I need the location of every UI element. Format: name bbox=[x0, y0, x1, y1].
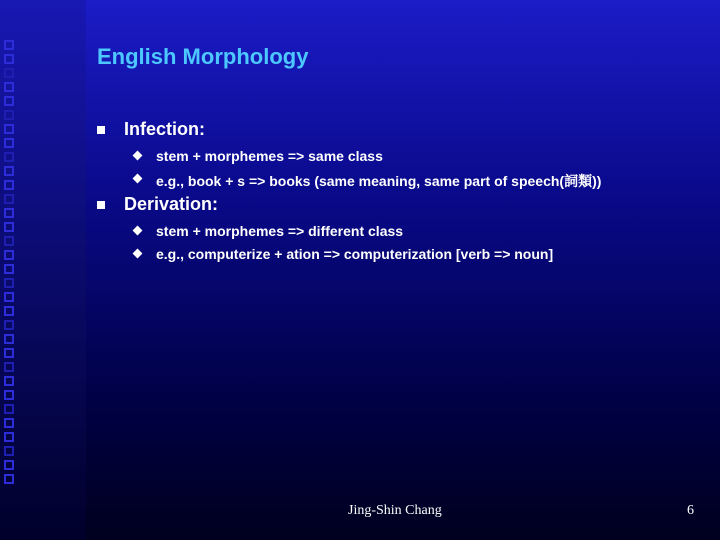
diamond-bullet-icon bbox=[133, 174, 143, 184]
decorative-square bbox=[4, 222, 14, 232]
decorative-square bbox=[4, 460, 14, 470]
decorative-square bbox=[4, 236, 14, 246]
decorative-square bbox=[4, 306, 14, 316]
decorative-square bbox=[4, 250, 14, 260]
slide-title: English Morphology bbox=[97, 44, 309, 69]
decorative-square bbox=[4, 124, 14, 134]
list-item-text: e.g., computerize + ation => computerization [verb => noun] bbox=[156, 246, 554, 262]
diamond-bullet-icon bbox=[133, 151, 143, 161]
decorative-square bbox=[4, 292, 14, 302]
decorative-square bbox=[4, 474, 14, 484]
page-number: 6 bbox=[687, 503, 694, 518]
decorative-square bbox=[4, 138, 14, 148]
footer-author: Jing-Shin Chang bbox=[348, 503, 442, 518]
left-decorative-band bbox=[0, 0, 86, 540]
decorative-square bbox=[4, 390, 14, 400]
list-item-text: stem + morphemes => different class bbox=[156, 223, 404, 239]
decorative-square bbox=[4, 96, 14, 106]
decorative-square bbox=[4, 40, 14, 50]
decorative-square bbox=[4, 446, 14, 456]
decorative-square bbox=[4, 278, 14, 288]
decorative-square bbox=[4, 194, 14, 204]
list-item-text: stem + morphemes => same class bbox=[156, 148, 383, 164]
decorative-square bbox=[4, 54, 14, 64]
square-bullet-icon bbox=[97, 126, 105, 134]
decorative-square bbox=[4, 432, 14, 442]
section-heading: Derivation: bbox=[124, 194, 219, 214]
decorative-square bbox=[4, 348, 14, 358]
decorative-square bbox=[4, 180, 14, 190]
decorative-square bbox=[4, 152, 14, 162]
section-heading: Infection: bbox=[124, 119, 205, 139]
decorative-square bbox=[4, 334, 14, 344]
square-bullet-icon bbox=[97, 201, 105, 209]
decorative-square bbox=[4, 362, 14, 372]
decorative-square bbox=[4, 82, 14, 92]
decorative-square bbox=[4, 376, 14, 386]
decorative-square bbox=[4, 110, 14, 120]
decorative-square bbox=[4, 404, 14, 414]
decorative-square bbox=[4, 208, 14, 218]
decorative-square bbox=[4, 68, 14, 78]
decorative-square bbox=[4, 418, 14, 428]
decorative-square bbox=[4, 166, 14, 176]
decorative-square bbox=[4, 320, 14, 330]
diamond-bullet-icon bbox=[133, 226, 143, 236]
decorative-squares bbox=[4, 40, 18, 488]
list-item-text: e.g., book + s => books (same meaning, same part of speech(詞類)) bbox=[156, 173, 602, 189]
diamond-bullet-icon bbox=[133, 249, 143, 259]
decorative-square bbox=[4, 264, 14, 274]
